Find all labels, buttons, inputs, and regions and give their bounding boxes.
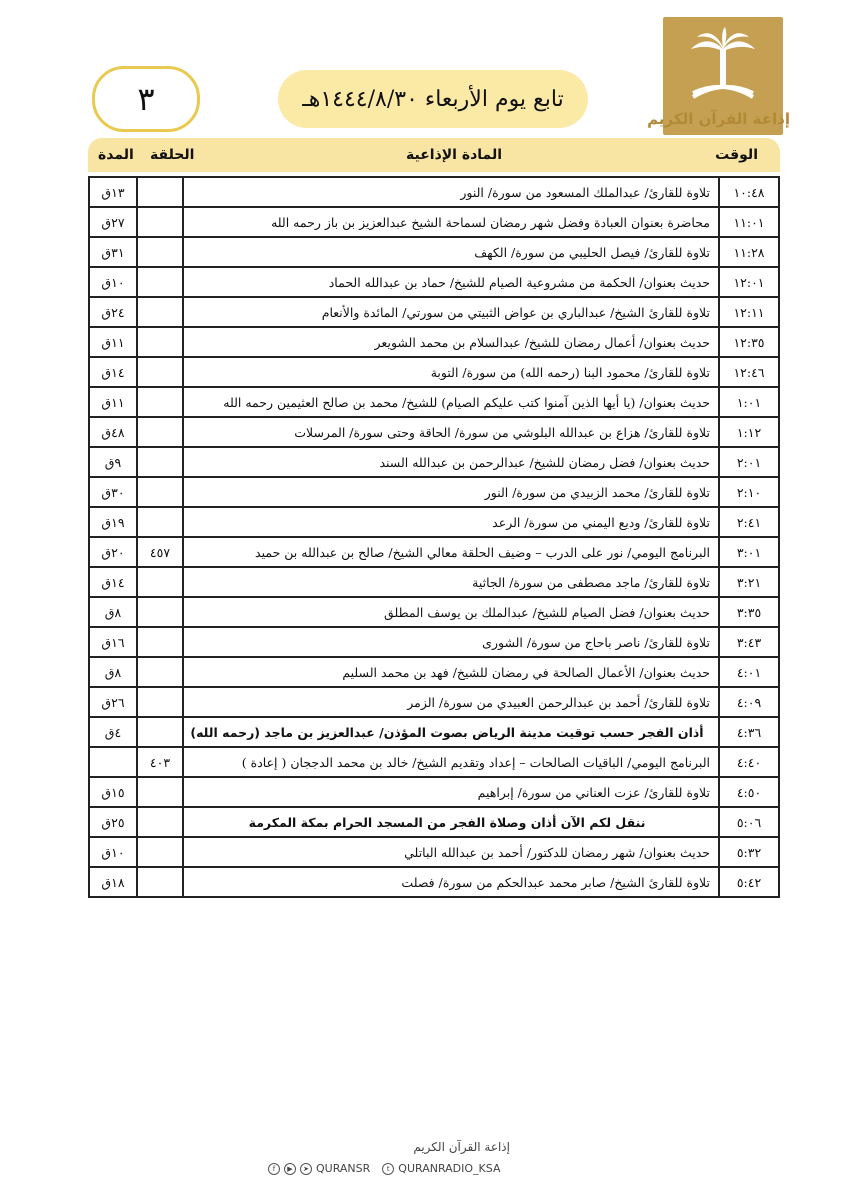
cell-duration: ١٤ق xyxy=(89,567,137,597)
cell-program: تلاوة للقارئ/ فيصل الحليبي من سورة/ الكهف xyxy=(183,237,719,267)
cell-duration: ٤٨ق xyxy=(89,417,137,447)
cell-program: تلاوة للقارئ/ ناصر باحاج من سورة/ الشورى xyxy=(183,627,719,657)
cell-duration: ٣١ق xyxy=(89,237,137,267)
cell-episode xyxy=(137,777,183,807)
header-episode: الحلقة xyxy=(150,147,195,163)
cell-duration: ٣٠ق xyxy=(89,477,137,507)
cell-time: ١٢:٤٦ xyxy=(719,357,779,387)
cell-duration: ٩ق xyxy=(89,447,137,477)
cell-episode xyxy=(137,387,183,417)
cell-episode xyxy=(137,687,183,717)
cell-duration xyxy=(89,747,137,777)
cell-program: تلاوة للقارئ الشيخ/ صابر محمد عبدالحكم من سورة/ فصلت xyxy=(183,867,719,897)
table-row xyxy=(89,387,779,417)
cell-episode xyxy=(137,657,183,687)
cell-duration: ١٨ق xyxy=(89,867,137,897)
table-row xyxy=(89,567,779,597)
cell-duration: ٨ق xyxy=(89,657,137,687)
cell-time: ١٢:٣٥ xyxy=(719,327,779,357)
cell-episode xyxy=(137,297,183,327)
cell-program: حديث بعنوان/ الأعمال الصالحة في رمضان للشيخ/ فهد بن محمد السليم xyxy=(183,657,719,687)
palm-swords-icon xyxy=(681,27,765,107)
cell-time: ١١:٢٨ xyxy=(719,237,779,267)
cell-episode xyxy=(137,327,183,357)
cell-episode xyxy=(137,357,183,387)
cell-duration: ١٠ق xyxy=(89,837,137,867)
cell-time: ١:١٢ xyxy=(719,417,779,447)
cell-time: ٥:٣٢ xyxy=(719,837,779,867)
cell-duration: ٢٦ق xyxy=(89,687,137,717)
cell-time: ٣:٣٥ xyxy=(719,597,779,627)
cell-time: ١٢:٠١ xyxy=(719,267,779,297)
table-header xyxy=(88,138,780,172)
page-number: ٣ xyxy=(92,66,200,132)
cell-episode: ٤٠٣ xyxy=(137,747,183,777)
table-row xyxy=(89,417,779,447)
cell-time: ١٠:٤٨ xyxy=(719,177,779,207)
cell-duration: ١٦ق xyxy=(89,627,137,657)
cell-episode xyxy=(137,207,183,237)
table-row xyxy=(89,807,779,837)
cell-duration: ١٥ق xyxy=(89,777,137,807)
table-row xyxy=(89,327,779,357)
cell-duration: ٢٥ق xyxy=(89,807,137,837)
cell-program: تلاوة للقارئ/ ماجد مصطفى من سورة/ الجاثية xyxy=(183,567,719,597)
table-row xyxy=(89,507,779,537)
cell-episode xyxy=(137,627,183,657)
cell-episode xyxy=(137,567,183,597)
cell-time: ٤:٠٩ xyxy=(719,687,779,717)
cell-duration: ١٤ق xyxy=(89,357,137,387)
cell-duration: ٢٤ق xyxy=(89,297,137,327)
cell-program: تلاوة للقارئ/ محمود البنا (رحمه الله) من سورة/ التوبة xyxy=(183,357,719,387)
cell-time: ١١:٠١ xyxy=(719,207,779,237)
table-row xyxy=(89,657,779,687)
cell-time: ٣:٤٣ xyxy=(719,627,779,657)
table-row xyxy=(89,477,779,507)
cell-time: ٤:٣٦ xyxy=(719,717,779,747)
twitter-icon: t xyxy=(382,1163,394,1175)
youtube-icon: ▶ xyxy=(284,1163,296,1175)
cell-episode xyxy=(137,807,183,837)
cell-program: أذان الفجر حسب توقيت مدينة الرياض بصوت المؤذن/ عبدالعزيز بن ماجد (رحمه الله) xyxy=(183,717,719,747)
table-row xyxy=(89,627,779,657)
cell-program: حديث بعنوان/ الحكمة من مشروعية الصيام للشيخ/ حماد بن عبدالله الحماد xyxy=(183,267,719,297)
cell-episode xyxy=(137,447,183,477)
table-row xyxy=(89,777,779,807)
cell-time: ٤:٤٠ xyxy=(719,747,779,777)
cell-time: ٥:٠٦ xyxy=(719,807,779,837)
cell-episode xyxy=(137,477,183,507)
cell-program: تلاوة للقارئ/ محمد الزبيدي من سورة/ النور xyxy=(183,477,719,507)
footer-social xyxy=(268,1162,598,1175)
cell-time: ١٢:١١ xyxy=(719,297,779,327)
cell-episode xyxy=(137,237,183,267)
cell-time: ٣:٢١ xyxy=(719,567,779,597)
cell-program: تلاوة للقارئ/ أحمد بن عبدالرحمن العبيدي من سورة/ الزمر xyxy=(183,687,719,717)
cell-episode xyxy=(137,417,183,447)
cell-program: حديث بعنوان/ فضل الصيام للشيخ/ عبدالملك بن يوسف المطلق xyxy=(183,597,719,627)
table-row xyxy=(89,747,779,777)
header-duration: المدة xyxy=(98,147,134,163)
cell-program: تلاوة للقارئ/ عبدالملك المسعود من سورة/ النور xyxy=(183,177,719,207)
cell-duration: ١١ق xyxy=(89,387,137,417)
table-row xyxy=(89,537,779,567)
cell-program: تلاوة للقارئ الشيخ/ عبدالباري بن عواض الثبيتي من سورتي/ المائدة والأنعام xyxy=(183,297,719,327)
table-row xyxy=(89,447,779,477)
table-row xyxy=(89,237,779,267)
schedule-table xyxy=(88,176,780,898)
cell-episode xyxy=(137,717,183,747)
cell-program: حديث بعنوان/ فضل رمضان للشيخ/ عبدالرحمن بن عبدالله السند xyxy=(183,447,719,477)
cell-duration: ١٣ق xyxy=(89,177,137,207)
cell-program: تلاوة للقارئ/ هزاع بن عبدالله البلوشي من سورة/ الحاقة وحتى سورة/ المرسلات xyxy=(183,417,719,447)
cell-time: ٤:٠١ xyxy=(719,657,779,687)
table-row xyxy=(89,717,779,747)
cell-time: ٢:٠١ xyxy=(719,447,779,477)
cell-episode xyxy=(137,597,183,627)
cell-program: حديث بعنوان/ شهر رمضان للدكتور/ أحمد بن عبدالله الباتلي xyxy=(183,837,719,867)
cell-duration: ١١ق xyxy=(89,327,137,357)
table-row xyxy=(89,867,779,897)
footer-station: إذاعة القرآن الكريم xyxy=(413,1140,510,1154)
header-time: الوقت xyxy=(715,147,758,163)
cell-episode xyxy=(137,507,183,537)
handle-quranradio: QURANRADIO_KSA xyxy=(398,1162,501,1175)
cell-episode xyxy=(137,267,183,297)
table-row xyxy=(89,357,779,387)
table-row xyxy=(89,207,779,237)
table-row xyxy=(89,177,779,207)
cell-time: ١:٠١ xyxy=(719,387,779,417)
cell-episode xyxy=(137,837,183,867)
cell-program: تلاوة للقارئ/ عزت العناني من سورة/ إبراهيم xyxy=(183,777,719,807)
table-row xyxy=(89,597,779,627)
telegram-icon: ➤ xyxy=(300,1163,312,1175)
page-title: تابع يوم الأربعاء ١٤٤٤/٨/٣٠هـ xyxy=(278,70,588,128)
cell-time: ٣:٠١ xyxy=(719,537,779,567)
cell-program: تلاوة للقارئ/ وديع اليمني من سورة/ الرعد xyxy=(183,507,719,537)
cell-duration: ٨ق xyxy=(89,597,137,627)
handle-quransr: QURANSR xyxy=(316,1162,371,1175)
cell-episode: ٤٥٧ xyxy=(137,537,183,567)
cell-time: ٢:٤١ xyxy=(719,507,779,537)
cell-program: حديث بعنوان/ أعمال رمضان للشيخ/ عبدالسلام بن محمد الشويعر xyxy=(183,327,719,357)
cell-episode xyxy=(137,177,183,207)
cell-program: البرنامج اليومي/ الباقيات الصالحات – إعداد وتقديم الشيخ/ خالد بن محمد الدججان ( إعادة ) xyxy=(183,747,719,777)
cell-program: محاضرة بعنوان العبادة وفضل شهر رمضان لسماحة الشيخ عبدالعزيز بن باز رحمه الله xyxy=(183,207,719,237)
cell-duration: ٢٠ق xyxy=(89,537,137,567)
cell-duration: ١٠ق xyxy=(89,267,137,297)
cell-duration: ٢٧ق xyxy=(89,207,137,237)
cell-program: البرنامج اليومي/ نور على الدرب – وضيف الحلقة معالي الشيخ/ صالح بن عبدالله بن حميد xyxy=(183,537,719,567)
cell-duration: ٤ق xyxy=(89,717,137,747)
logo-text: إذاعة القرآن الكريم xyxy=(647,110,790,128)
cell-time: ٥:٤٢ xyxy=(719,867,779,897)
table-row xyxy=(89,297,779,327)
cell-program: حديث بعنوان/ (يا أيها الذين آمنوا كتب عليكم الصيام) للشيخ/ محمد بن صالح العثيمين رحمه الله xyxy=(183,387,719,417)
table-row xyxy=(89,267,779,297)
table-row xyxy=(89,687,779,717)
header-program: المادة الإذاعية xyxy=(406,147,502,163)
table-row xyxy=(89,837,779,867)
cell-duration: ١٩ق xyxy=(89,507,137,537)
cell-time: ٢:١٠ xyxy=(719,477,779,507)
cell-time: ٤:٥٠ xyxy=(719,777,779,807)
cell-program: ننقل لكم الآن أذان وصلاة الفجر من المسجد الحرام بمكة المكرمة xyxy=(183,807,719,837)
cell-episode xyxy=(137,867,183,897)
facebook-icon: f xyxy=(268,1163,280,1175)
